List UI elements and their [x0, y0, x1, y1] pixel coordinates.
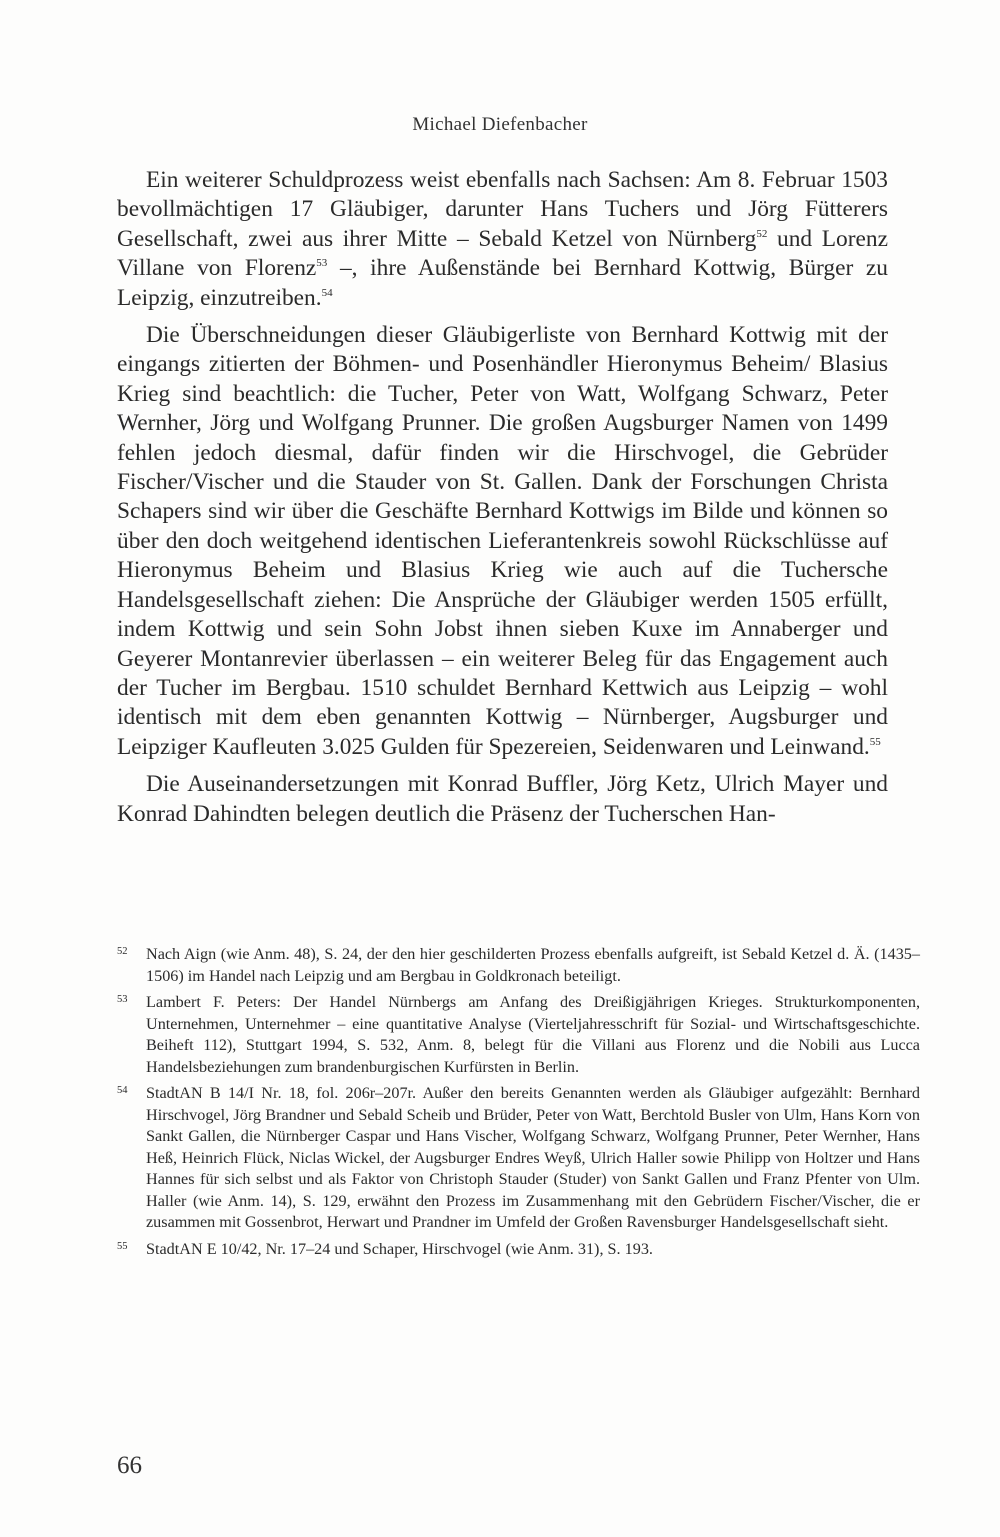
footnote — [117, 944, 920, 987]
main-text — [117, 166, 888, 837]
footnote-number: 53 — [117, 994, 128, 1005]
footnote-ref[interactable]: 54 — [321, 286, 333, 299]
footnote — [117, 1083, 920, 1234]
footnote-text: StadtAN B 14/I Nr. 18, fol. 206r–207r. Außer den bereits Genannten werden als Gläubiger aufgezählt: Bernhard Hirschvogel, Jörg Brandner und Sebald Scheib und Brüder, Peter von Watt, Berchtold Busler von Ulm, Hans Korn von Sankt Gallen, die Nürnberger Caspar und Hans Vischer, Wolfgang Schwarz, Wolfgang Prunner, Peter Wernher, Hans Heß, Heinrich Flück, Niclas Wickel, der Augsburger Endres Weyß, Ulrich Haller sowie Philipp von Holtzer und Hans Hannes für sich selbst und als Faktor von Christoph Stauder (Studer) von Sankt Gallen und Franz Pfenter von Ulm. Haller (wie Anm. 14), S. 129, erwähnt den Prozess im Zusammenhang mit den Gebrüdern Fischer/Vischer, die er zusammen mit Gossenbrot, Herwart und Prandner im Umfeld der Großen Ravensburger Handelsgesellschaft sieht. — [146, 1084, 920, 1231]
footnote-text: Nach Aign (wie Anm. 48), S. 24, der den hier geschilderten Prozess ebenfalls aufgreift, ist Sebald Ketzel d. Ä. (1435–1506) im Handel nach Leipzig und am Bergbau in Goldkronach beteiligt. — [146, 945, 920, 985]
paragraph-text: Ein weiterer Schuldprozess weist ebenfalls nach Sachsen: Am 8. Februar 1503 bevollmächtigen 17 Gläubiger, darunter Hans Tuchers und Jörg Fütterers Gesellschaft, zwei aus ihrer Mitte – Sebald Ketzel von Nürnberg — [117, 167, 888, 252]
footnote-text: StadtAN E 10/42, Nr. 17–24 und Schaper, Hirschvogel (wie Anm. 31), S. 193. — [146, 1239, 653, 1258]
footnote-number: 55 — [117, 1240, 128, 1252]
footnote — [117, 1239, 920, 1261]
footnote-number: 52 — [117, 946, 128, 957]
footnote-number: 54 — [117, 1085, 128, 1096]
paragraph — [117, 321, 888, 762]
footnote-ref[interactable]: 53 — [316, 257, 328, 270]
paragraph-text: Die Überschneidungen dieser Gläubigerliste von Bernhard Kottwig mit der eingangs zitierten der Böhmen- und Posenhändler Hieronymus Beheim/ Blasius Krieg sind beachtlich: die Tucher, Peter von Watt, Wolfgang Schwarz, Peter Wernher, Jörg und Wolfgang Prunner. Die großen Augsburger Namen von 1499 fehlen jedoch diesmal, dafür finden wir die Hirschvogel, die Gebrüder Fischer/Vischer und die Stauder von St. Gallen. Dank der Forschungen Christa Schapers sind wir über die Geschäfte Bernhard Kottwigs im Bilde und können so über den doch weitgehend identischen Lieferantenkreis sowohl Rückschlüsse auf Hieronymus Beheim und Blasius Krieg wie auch auf die Tuchersche Handelsgesellschaft ziehen: Die Ansprüche der Gläubiger werden 1505 erfüllt, indem Kottwig und sein Sohn Jobst ihnen sieben Kuxe im Annaberger und Geyerer Montanrevier überlassen – ein weiterer Beleg für das Engagement auch der Tucher im Bergbau. 1510 schuldet Bernhard Kettwich aus Leipzig – wohl identisch mit dem eben genannten Kottwig – Nürnberger, Augsburger und Leipziger Kaufleuten 3.025 Gulden für Spezereien, Seidenwaren und Leinwand. — [117, 322, 888, 760]
paragraph-text: –, ihre Außenstände bei Bernhard Kottwig, Bürger zu Leipzig, einzutreiben. — [117, 255, 888, 311]
paragraph — [117, 166, 888, 313]
paragraph — [117, 770, 888, 829]
footnote-ref[interactable]: 52 — [756, 227, 768, 240]
footnotes — [117, 944, 920, 1265]
page-number: 66 — [117, 1452, 142, 1479]
paragraph-text: Die Auseinandersetzungen mit Konrad Buffler, Jörg Ketz, Ulrich Mayer und Konrad Dahindten belegen deutlich die Präsenz der Tucherschen Han- — [117, 771, 888, 827]
running-header: Michael Diefenbacher — [412, 114, 588, 135]
footnote-ref[interactable]: 55 — [869, 735, 881, 748]
paragraph-text: und Lorenz Villane von Florenz — [117, 225, 889, 282]
footnote — [117, 992, 920, 1078]
footnote-text: Lambert F. Peters: Der Handel Nürnbergs am Anfang des Dreißigjährigen Krieges. Strukturkomponenten, Unternehmen, Unternehmer – eine quantitative Analyse (Vierteljahresschrift für Sozial- und Wirtschaftsgeschichte. Beiheft 112), Stuttgart 1994, S. 532, Anm. 8, belegt für die Villani aus Florenz und die Nobili aus Lucca Handelsbeziehungen zum brandenburgischen Kurfürsten in Berlin. — [146, 993, 920, 1076]
